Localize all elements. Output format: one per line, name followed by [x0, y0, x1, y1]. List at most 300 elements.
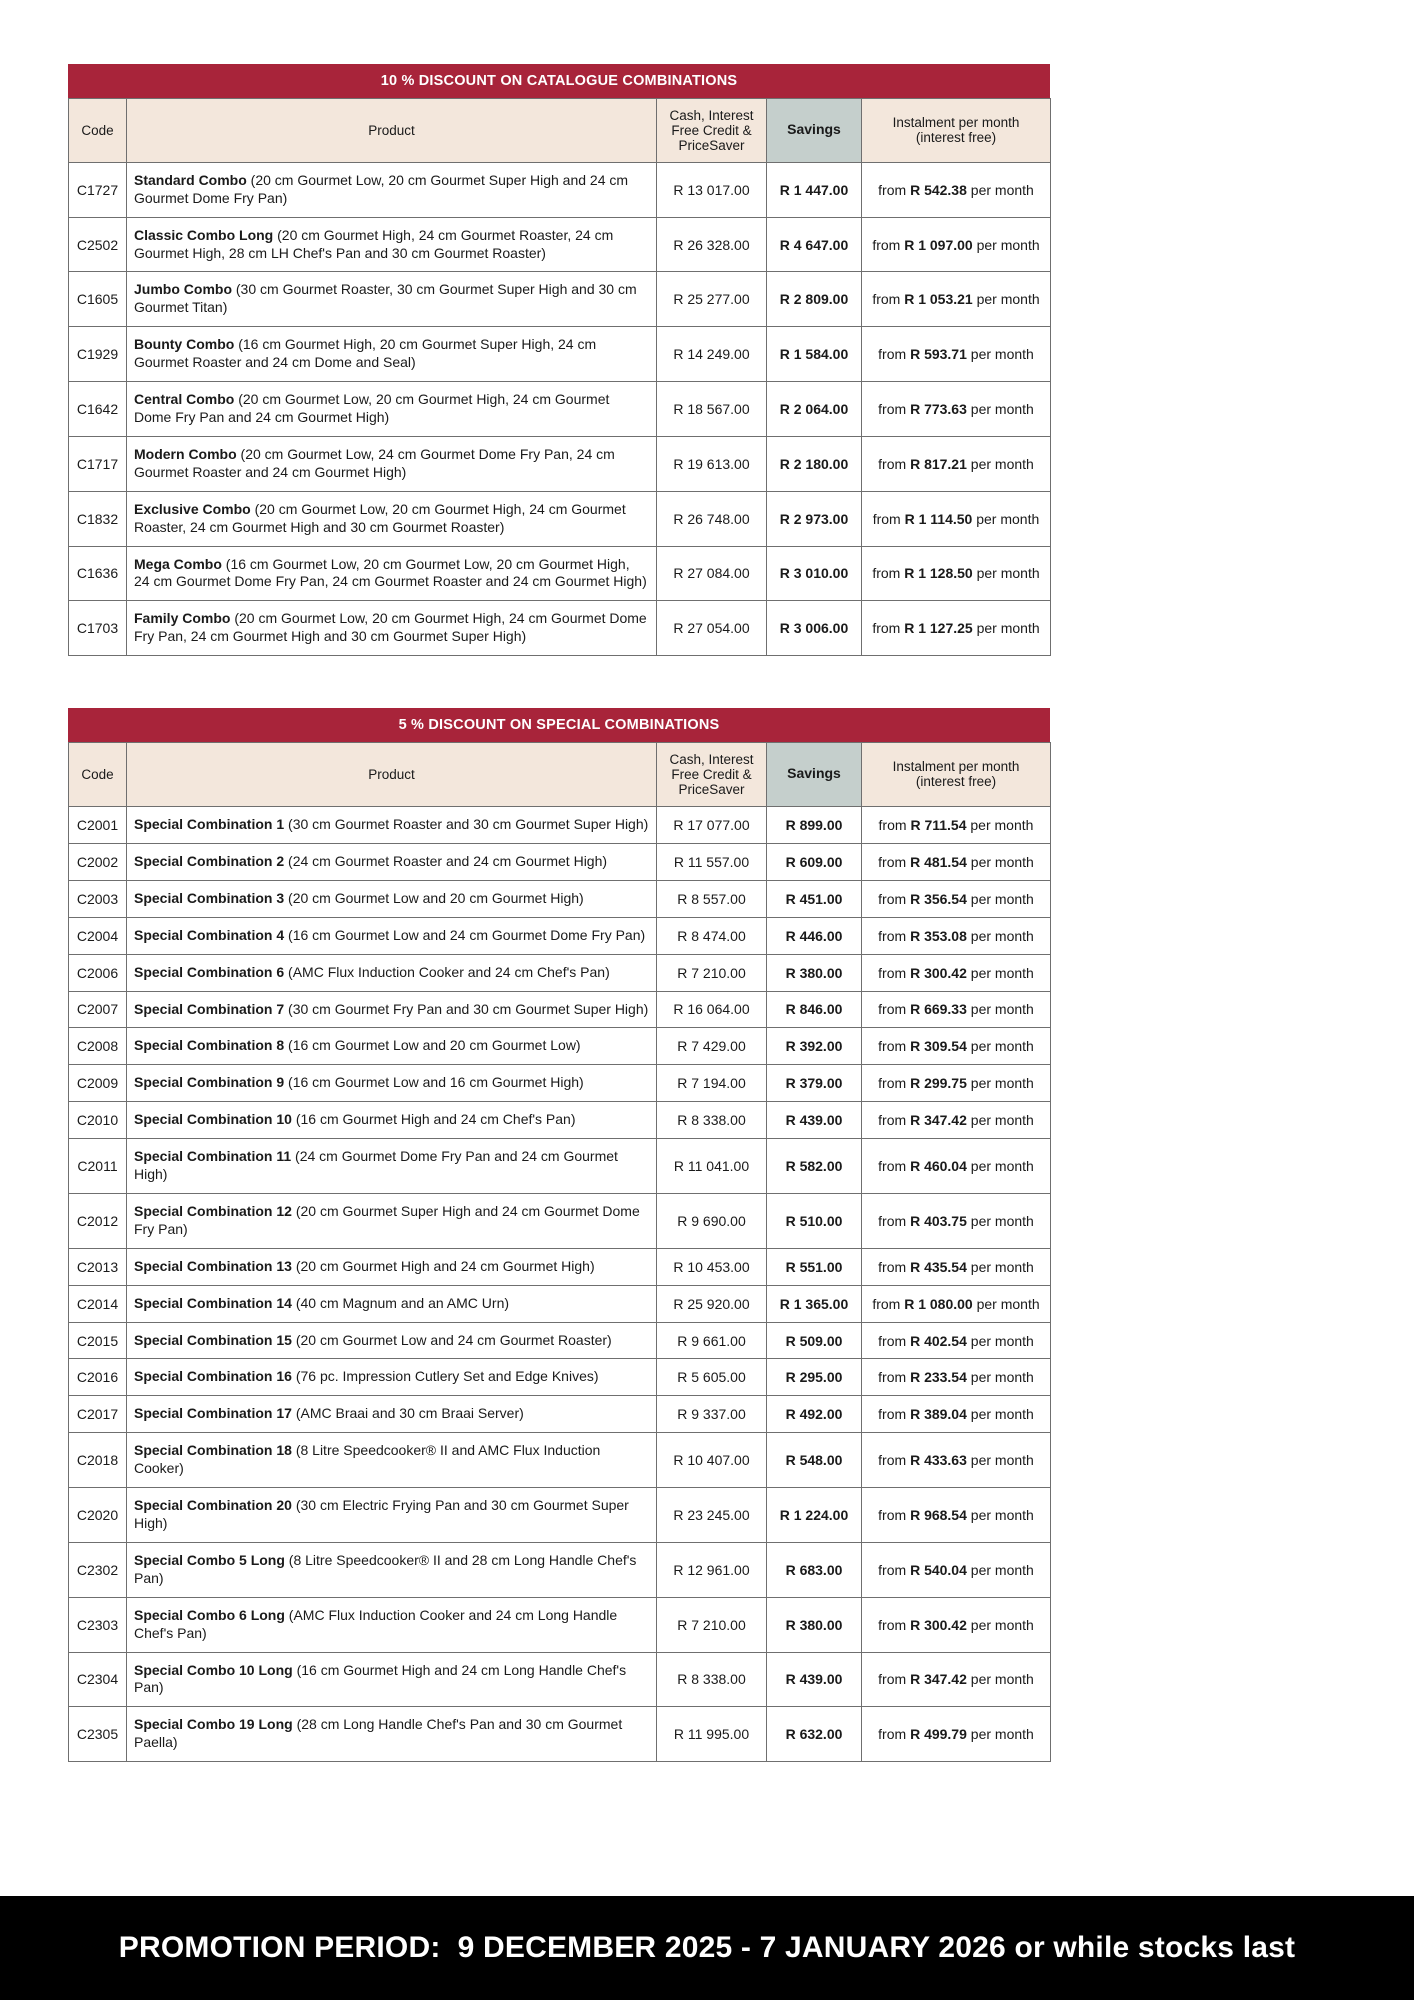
cell-instalment — [862, 1248, 1051, 1285]
cell-product — [127, 327, 657, 382]
cell-code: C2013 — [69, 1248, 127, 1285]
cell-savings: R 380.00 — [767, 1597, 862, 1652]
cell-cash-price: R 10 407.00 — [657, 1433, 767, 1488]
table2-head — [69, 742, 1051, 806]
cell-product — [127, 1597, 657, 1652]
cell-savings: R 4 647.00 — [767, 217, 862, 272]
cell-cash-price: R 7 194.00 — [657, 1065, 767, 1102]
table-row — [69, 272, 1051, 327]
product-name: Family Combo — [134, 610, 231, 627]
cell-cash-price: R 16 064.00 — [657, 991, 767, 1028]
product-name: Special Combination 9 — [134, 1074, 285, 1091]
cell-code: C2302 — [69, 1542, 127, 1597]
instalment-suffix: per month — [966, 853, 1034, 870]
table-row — [69, 162, 1051, 217]
product-description: (AMC Braai and 30 cm Braai Server) — [291, 1405, 524, 1422]
instalment-header-line2: (interest free) — [915, 774, 997, 790]
instalment-prefix: from — [878, 455, 911, 472]
cell-cash-price: R 17 077.00 — [657, 806, 767, 843]
product-description: (24 cm Gourmet Roaster and 24 cm Gourmet High) — [284, 852, 608, 869]
instalment-prefix: from — [878, 964, 911, 981]
cash-header-line1: Cash, Interest — [669, 107, 754, 123]
cell-product — [127, 491, 657, 546]
cell-savings: R 632.00 — [767, 1707, 862, 1762]
instalment-suffix: per month — [966, 890, 1034, 907]
special-combinations-table — [68, 742, 1051, 1763]
cell-savings: R 2 973.00 — [767, 491, 862, 546]
instalment-amount: R 356.54 — [910, 890, 967, 907]
instalment-prefix: from — [878, 1332, 911, 1349]
product-name: Special Combination 15 — [134, 1331, 292, 1348]
instalment-prefix: from — [878, 1561, 911, 1578]
table-row — [69, 1707, 1051, 1762]
cell-savings: R 1 224.00 — [767, 1488, 862, 1543]
table-spacer — [68, 656, 1050, 708]
product-description: (20 cm Gourmet Low, 20 cm Gourmet High, 24 cm Gourmet Roaster, 24 cm Gourmet High and 30 cm Gourmet Roaster) — [134, 500, 626, 535]
product-name: Special Combination 13 — [134, 1257, 292, 1274]
col-header-cash — [657, 742, 767, 806]
instalment-amount: R 435.54 — [910, 1258, 967, 1275]
table-row — [69, 806, 1051, 843]
cell-savings: R 446.00 — [767, 917, 862, 954]
cell-savings: R 3 006.00 — [767, 601, 862, 656]
catalogue-combinations-table — [68, 98, 1051, 657]
table-row — [69, 601, 1051, 656]
product-description: (16 cm Gourmet High and 24 cm Long Handle Chef's Pan) — [134, 1661, 627, 1696]
col-header-instalment — [862, 742, 1051, 806]
cash-header-line2: Free Credit & — [671, 122, 752, 138]
cell-instalment — [862, 1396, 1051, 1433]
instalment-amount: R 389.04 — [910, 1406, 967, 1423]
product-description: (16 cm Gourmet High, 20 cm Gourmet Super High, 24 cm Gourmet Roaster and 24 cm Dome and Seal) — [134, 336, 597, 371]
instalment-prefix: from — [878, 1406, 911, 1423]
table1-body — [69, 162, 1051, 655]
cell-product — [127, 1193, 657, 1248]
table-row — [69, 1396, 1051, 1433]
instalment-prefix: from — [878, 1616, 911, 1633]
product-name: Special Combo 5 Long — [134, 1551, 285, 1568]
product-name: Jumbo Combo — [134, 281, 232, 298]
instalment-amount: R 711.54 — [910, 816, 967, 833]
cell-savings: R 551.00 — [767, 1248, 862, 1285]
cell-cash-price: R 7 429.00 — [657, 1028, 767, 1065]
product-name: Special Combination 18 — [134, 1442, 292, 1459]
product-name: Special Combination 10 — [134, 1111, 292, 1128]
instalment-prefix: from — [878, 853, 911, 870]
cell-cash-price: R 25 277.00 — [657, 272, 767, 327]
table2-header-row — [69, 742, 1051, 806]
instalment-prefix: from — [878, 1369, 911, 1386]
cell-cash-price: R 10 453.00 — [657, 1248, 767, 1285]
product-description: (20 cm Gourmet High, 24 cm Gourmet Roaster, 24 cm Gourmet High, 28 cm LH Chef's Pan and 30 cm Gourmet Roaster) — [134, 226, 614, 261]
cell-code: C2003 — [69, 880, 127, 917]
instalment-suffix: per month — [966, 1332, 1034, 1349]
cell-instalment — [862, 954, 1051, 991]
cell-product — [127, 1707, 657, 1762]
instalment-amount: R 1 114.50 — [904, 510, 973, 527]
cell-instalment — [862, 991, 1051, 1028]
col-header-code: Code — [69, 742, 127, 806]
cell-code: C2020 — [69, 1488, 127, 1543]
instalment-suffix: per month — [966, 1406, 1034, 1423]
cell-savings: R 3 010.00 — [767, 546, 862, 601]
cell-code: C1717 — [69, 436, 127, 491]
product-name: Special Combination 14 — [134, 1294, 292, 1311]
table-row — [69, 217, 1051, 272]
instalment-suffix: per month — [972, 236, 1040, 253]
instalment-suffix: per month — [966, 181, 1034, 198]
product-description: (76 pc. Impression Cutlery Set and Edge Knives) — [291, 1368, 599, 1385]
table-row — [69, 1193, 1051, 1248]
cell-product — [127, 880, 657, 917]
instalment-amount: R 968.54 — [910, 1507, 967, 1523]
instalment-amount: R 299.75 — [910, 1075, 967, 1092]
cell-product — [127, 217, 657, 272]
cell-cash-price: R 18 567.00 — [657, 382, 767, 437]
cell-product — [127, 1065, 657, 1102]
cell-cash-price: R 26 748.00 — [657, 491, 767, 546]
instalment-suffix: per month — [966, 1258, 1034, 1275]
instalment-suffix: per month — [966, 455, 1034, 472]
instalment-suffix: per month — [966, 1001, 1034, 1018]
instalment-header-line1: Instalment per month — [892, 759, 1020, 775]
product-description: (16 cm Gourmet Low and 20 cm Gourmet Low) — [284, 1037, 581, 1054]
table-row — [69, 1359, 1051, 1396]
instalment-amount: R 481.54 — [910, 853, 967, 870]
product-name: Special Combination 7 — [134, 1000, 285, 1017]
table-row — [69, 1488, 1051, 1543]
instalment-header-line1: Instalment per month — [892, 115, 1020, 131]
cell-instalment — [862, 1102, 1051, 1139]
instalment-prefix: from — [872, 565, 905, 582]
cell-code: C2011 — [69, 1139, 127, 1194]
cell-cash-price: R 19 613.00 — [657, 436, 767, 491]
product-description: (16 cm Gourmet Low and 24 cm Gourmet Dome Fry Pan) — [284, 926, 646, 943]
instalment-amount: R 403.75 — [910, 1212, 967, 1229]
cell-instalment — [862, 843, 1051, 880]
cell-code: C2018 — [69, 1433, 127, 1488]
cash-header-line3: PriceSaver — [678, 137, 745, 153]
cell-instalment — [862, 1139, 1051, 1194]
cell-code: C2305 — [69, 1707, 127, 1762]
instalment-suffix: per month — [972, 620, 1040, 637]
table-row — [69, 546, 1051, 601]
cell-product — [127, 1652, 657, 1707]
cell-cash-price: R 9 661.00 — [657, 1322, 767, 1359]
instalment-prefix: from — [872, 1295, 905, 1312]
instalment-amount: R 300.42 — [910, 964, 967, 981]
instalment-amount: R 309.54 — [910, 1038, 967, 1055]
instalment-amount: R 433.63 — [910, 1452, 967, 1469]
product-description: (AMC Flux Induction Cooker and 24 cm Long Handle Chef's Pan) — [134, 1606, 618, 1641]
cell-product — [127, 1433, 657, 1488]
instalment-amount: R 1 080.00 — [904, 1295, 973, 1312]
instalment-amount: R 353.08 — [910, 927, 967, 944]
product-name: Exclusive Combo — [134, 500, 251, 517]
instalment-amount: R 540.04 — [910, 1561, 967, 1578]
instalment-prefix: from — [878, 346, 911, 363]
cell-product — [127, 1488, 657, 1543]
table-row — [69, 1065, 1051, 1102]
cell-savings: R 510.00 — [767, 1193, 862, 1248]
cell-instalment — [862, 601, 1051, 656]
instalment-prefix: from — [878, 1158, 911, 1175]
cell-code: C2016 — [69, 1359, 127, 1396]
cell-savings: R 1 584.00 — [767, 327, 862, 382]
product-name: Special Combination 2 — [134, 852, 285, 869]
cell-savings: R 451.00 — [767, 880, 862, 917]
product-description: (16 cm Gourmet Low and 16 cm Gourmet High) — [284, 1074, 584, 1091]
product-description: (16 cm Gourmet Low, 20 cm Gourmet Low, 20 cm Gourmet High, 24 cm Gourmet Dome Fry Pan, 24 cm Gourmet Roaster and 24 cm Gourmet High) — [134, 555, 647, 590]
cell-code: C2304 — [69, 1652, 127, 1707]
product-name: Special Combo 6 Long — [134, 1606, 285, 1623]
instalment-prefix: from — [878, 1038, 911, 1055]
product-description: (20 cm Gourmet Low, 20 cm Gourmet Super High and 24 cm Gourmet Dome Fry Pan) — [134, 171, 629, 206]
instalment-suffix: per month — [966, 1038, 1034, 1055]
product-description: (24 cm Gourmet Dome Fry Pan and 24 cm Gourmet High) — [134, 1148, 618, 1183]
cell-cash-price: R 27 054.00 — [657, 601, 767, 656]
col-header-product: Product — [127, 98, 657, 162]
cell-cash-price: R 12 961.00 — [657, 1542, 767, 1597]
cell-instalment — [862, 1597, 1051, 1652]
cell-code: C2004 — [69, 917, 127, 954]
instalment-amount: R 347.42 — [910, 1671, 967, 1688]
cash-header-line2: Free Credit & — [671, 766, 752, 782]
cell-instalment — [862, 1433, 1051, 1488]
cell-code: C2008 — [69, 1028, 127, 1065]
product-description: (20 cm Gourmet Super High and 24 cm Gourmet Dome Fry Pan) — [134, 1202, 640, 1237]
cell-instalment — [862, 917, 1051, 954]
instalment-suffix: per month — [966, 1075, 1034, 1092]
instalment-suffix: per month — [972, 291, 1040, 308]
product-name: Modern Combo — [134, 445, 237, 462]
cell-code: C2303 — [69, 1597, 127, 1652]
instalment-amount: R 773.63 — [910, 400, 967, 417]
table-row — [69, 843, 1051, 880]
cell-code: C1642 — [69, 382, 127, 437]
cell-savings: R 582.00 — [767, 1139, 862, 1194]
cell-instalment — [862, 1322, 1051, 1359]
cell-cash-price: R 13 017.00 — [657, 162, 767, 217]
instalment-amount: R 300.42 — [910, 1616, 967, 1633]
cash-header-line3: PriceSaver — [678, 781, 745, 797]
cell-code: C2006 — [69, 954, 127, 991]
cell-instalment — [862, 1193, 1051, 1248]
col-header-savings: Savings — [767, 742, 862, 806]
cell-product — [127, 917, 657, 954]
cell-product — [127, 1028, 657, 1065]
col-header-code: Code — [69, 98, 127, 162]
table1-header-row — [69, 98, 1051, 162]
cell-instalment — [862, 327, 1051, 382]
cell-code: C2007 — [69, 991, 127, 1028]
cell-cash-price: R 11 041.00 — [657, 1139, 767, 1194]
table-row — [69, 436, 1051, 491]
product-name: Special Combination 8 — [134, 1037, 285, 1054]
table-row — [69, 991, 1051, 1028]
promotion-period-banner — [0, 1896, 1414, 2000]
instalment-amount: R 817.21 — [910, 455, 967, 472]
cell-code: C1727 — [69, 162, 127, 217]
product-description: (30 cm Electric Frying Pan and 30 cm Gourmet Super High) — [134, 1497, 629, 1531]
table1-head — [69, 98, 1051, 162]
cell-cash-price: R 7 210.00 — [657, 1597, 767, 1652]
cell-code: C1636 — [69, 546, 127, 601]
instalment-prefix: from — [878, 927, 911, 944]
instalment-amount: R 1 053.21 — [904, 291, 973, 308]
product-description: (20 cm Gourmet Low, 20 cm Gourmet High, 24 cm Gourmet Dome Fry Pan, 24 cm Gourmet High and 30 cm Gourmet Super High) — [134, 610, 647, 645]
table-row — [69, 327, 1051, 382]
cell-savings: R 683.00 — [767, 1542, 862, 1597]
instalment-prefix: from — [878, 1075, 911, 1092]
instalment-prefix: from — [878, 400, 911, 417]
product-description: (16 cm Gourmet High and 24 cm Chef's Pan) — [291, 1111, 576, 1128]
cell-product — [127, 954, 657, 991]
product-name: Special Combination 4 — [134, 926, 285, 943]
cell-product — [127, 1322, 657, 1359]
table-row — [69, 1285, 1051, 1322]
instalment-suffix: per month — [972, 510, 1040, 527]
catalogue-combinations-block — [68, 64, 1050, 656]
table-row — [69, 1102, 1051, 1139]
product-description: (8 Litre Speedcooker® II and 28 cm Long Handle Chef's Pan) — [134, 1551, 637, 1586]
promotion-period-text — [119, 1931, 1295, 1965]
special-combinations-block — [68, 708, 1050, 1762]
cell-product — [127, 1542, 657, 1597]
product-name: Classic Combo Long — [134, 226, 274, 243]
instalment-prefix: from — [872, 236, 905, 253]
product-description: (30 cm Gourmet Roaster, 30 cm Gourmet Super High and 30 cm Gourmet Titan) — [134, 281, 637, 316]
instalment-amount: R 542.38 — [910, 181, 967, 198]
instalment-prefix: from — [878, 890, 911, 907]
cell-savings: R 899.00 — [767, 806, 862, 843]
cell-instalment — [862, 436, 1051, 491]
product-description: (20 cm Gourmet Low and 20 cm Gourmet High) — [284, 889, 584, 906]
product-name: Special Combination 1 — [134, 815, 285, 832]
cell-code: C1703 — [69, 601, 127, 656]
product-name: Special Combination 11 — [134, 1148, 292, 1165]
instalment-prefix: from — [878, 1258, 911, 1275]
cell-savings: R 392.00 — [767, 1028, 862, 1065]
cell-product — [127, 162, 657, 217]
cell-savings: R 1 365.00 — [767, 1285, 862, 1322]
instalment-header-line2: (interest free) — [915, 130, 997, 146]
cell-code: C2009 — [69, 1065, 127, 1102]
table-row — [69, 1028, 1051, 1065]
cell-savings: R 1 447.00 — [767, 162, 862, 217]
cell-product — [127, 1139, 657, 1194]
cell-instalment — [862, 1652, 1051, 1707]
product-name: Special Combination 20 — [134, 1497, 292, 1514]
instalment-prefix: from — [872, 291, 905, 308]
product-name: Central Combo — [134, 391, 235, 408]
cell-cash-price: R 7 210.00 — [657, 954, 767, 991]
instalment-suffix: per month — [966, 1671, 1034, 1688]
col-header-instalment — [862, 98, 1051, 162]
cell-cash-price: R 14 249.00 — [657, 327, 767, 382]
table2-body — [69, 806, 1051, 1761]
cell-savings: R 439.00 — [767, 1102, 862, 1139]
instalment-suffix: per month — [966, 1158, 1034, 1175]
product-name: Special Combo 19 Long — [134, 1716, 293, 1733]
cell-savings: R 492.00 — [767, 1396, 862, 1433]
cell-savings: R 2 180.00 — [767, 436, 862, 491]
instalment-suffix: per month — [966, 927, 1034, 944]
instalment-amount: R 460.04 — [910, 1158, 967, 1175]
product-description: (8 Litre Speedcooker® II and AMC Flux Induction Cooker) — [134, 1442, 601, 1477]
product-name: Special Combination 3 — [134, 889, 285, 906]
instalment-suffix: per month — [966, 964, 1034, 981]
instalment-prefix: from — [878, 1452, 911, 1469]
table2-title: 5 % DISCOUNT ON SPECIAL COMBINATIONS — [68, 708, 1050, 742]
cell-instalment — [862, 1542, 1051, 1597]
instalment-prefix: from — [872, 510, 905, 527]
cell-product — [127, 1285, 657, 1322]
instalment-amount: R 402.54 — [910, 1332, 967, 1349]
cell-savings: R 846.00 — [767, 991, 862, 1028]
cell-instalment — [862, 382, 1051, 437]
table-row — [69, 880, 1051, 917]
table-row — [69, 1597, 1051, 1652]
cell-savings: R 509.00 — [767, 1322, 862, 1359]
cash-header-line1: Cash, Interest — [669, 751, 754, 767]
cell-savings: R 2 809.00 — [767, 272, 862, 327]
cell-savings: R 380.00 — [767, 954, 862, 991]
instalment-amount: R 669.33 — [910, 1001, 967, 1018]
cell-instalment — [862, 1285, 1051, 1322]
cell-code: C2502 — [69, 217, 127, 272]
table-row — [69, 382, 1051, 437]
cell-instalment — [862, 272, 1051, 327]
cell-instalment — [862, 546, 1051, 601]
instalment-prefix: from — [878, 1726, 911, 1743]
instalment-suffix: per month — [966, 1507, 1034, 1523]
cell-code: C1929 — [69, 327, 127, 382]
cell-instalment — [862, 880, 1051, 917]
cell-code: C2012 — [69, 1193, 127, 1248]
cell-cash-price: R 8 474.00 — [657, 917, 767, 954]
cell-instalment — [862, 1028, 1051, 1065]
cell-cash-price: R 25 920.00 — [657, 1285, 767, 1322]
product-name: Special Combination 6 — [134, 963, 285, 980]
product-name: Special Combination 17 — [134, 1405, 292, 1422]
col-header-product: Product — [127, 742, 657, 806]
cell-savings: R 295.00 — [767, 1359, 862, 1396]
cell-instalment — [862, 1707, 1051, 1762]
instalment-prefix: from — [878, 1212, 911, 1229]
instalment-suffix: per month — [966, 1726, 1034, 1743]
cell-cash-price: R 8 338.00 — [657, 1102, 767, 1139]
col-header-savings: Savings — [767, 98, 862, 162]
instalment-suffix: per month — [966, 1561, 1034, 1578]
table-row — [69, 1322, 1051, 1359]
cell-product — [127, 991, 657, 1028]
cell-product — [127, 546, 657, 601]
cell-code: C2014 — [69, 1285, 127, 1322]
cell-savings: R 2 064.00 — [767, 382, 862, 437]
instalment-amount: R 233.54 — [910, 1369, 967, 1386]
product-description: (30 cm Gourmet Roaster and 30 cm Gourmet Super High) — [284, 815, 649, 832]
cell-cash-price: R 11 557.00 — [657, 843, 767, 880]
cell-savings: R 439.00 — [767, 1652, 862, 1707]
cell-savings: R 379.00 — [767, 1065, 862, 1102]
instalment-amount: R 1 127.25 — [904, 620, 973, 637]
cell-code: C1832 — [69, 491, 127, 546]
instalment-suffix: per month — [972, 1295, 1040, 1312]
instalment-suffix: per month — [966, 1112, 1034, 1129]
instalment-amount: R 1 097.00 — [904, 236, 973, 253]
cell-cash-price: R 8 557.00 — [657, 880, 767, 917]
